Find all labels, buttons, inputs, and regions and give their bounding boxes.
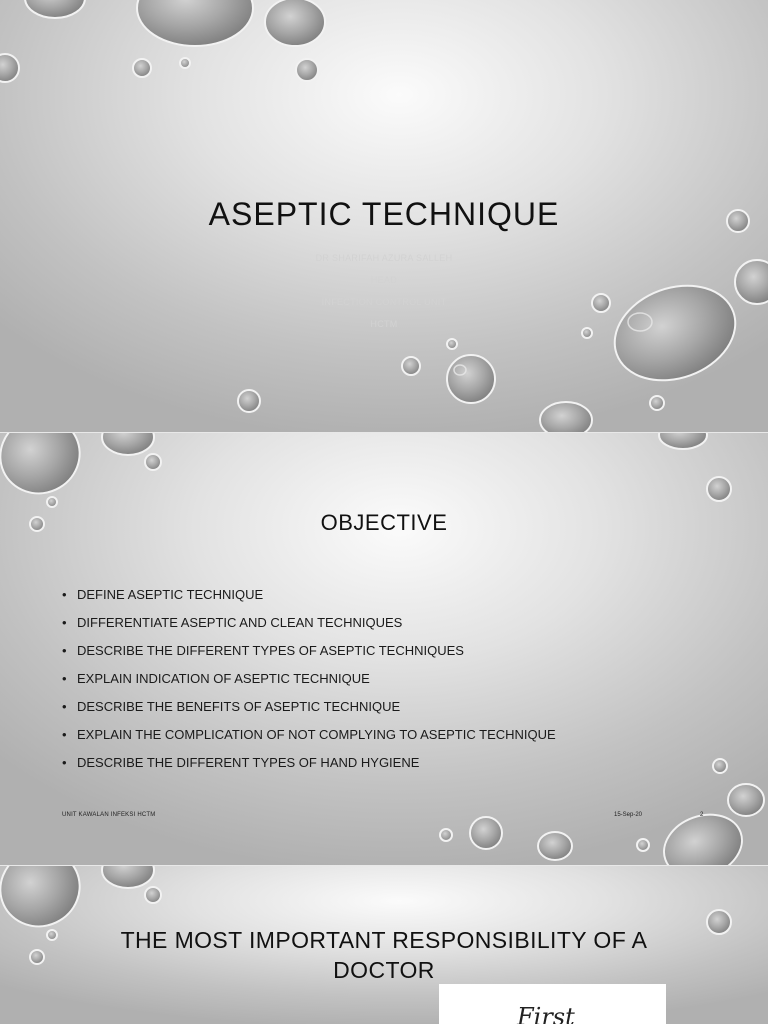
slide-footer-text: UNIT KAWALAN INFEKSI HCTM <box>62 812 156 818</box>
slide-footer-date: 15-Sep-20 <box>614 812 643 818</box>
slide-title <box>0 0 768 432</box>
slide-objective <box>0 432 768 865</box>
presentation-title: ASEPTIC TECHNIQUE <box>208 196 560 232</box>
image-caption-text: First <box>517 1003 575 1024</box>
presenter-info <box>0 247 768 335</box>
presenter-role: HEAD <box>370 275 398 285</box>
objective-list <box>62 585 556 781</box>
list-item: • DESCRIBE THE DIFFERENT TYPES OF HAND HYGIENE <box>62 753 556 781</box>
list-item: • EXPLAIN INDICATION OF ASEPTIC TECHNIQUE <box>62 669 556 697</box>
slide-page-number: 2 <box>700 812 704 818</box>
slide-heading <box>0 925 768 985</box>
slide-heading-line-2: DOCTOR <box>333 957 435 983</box>
slide-responsibility <box>0 865 768 1024</box>
list-item: • DESCRIBE THE BENEFITS OF ASEPTIC TECHNIQUE <box>62 697 556 725</box>
slide-heading-line-1: THE MOST IMPORTANT RESPONSIBILITY OF A <box>120 927 648 953</box>
presenter-unit: INFECTION CONTROL UNIT <box>321 297 447 307</box>
list-item: • DIFFERENTIATE ASEPTIC AND CLEAN TECHNIQUES <box>62 613 556 641</box>
list-item: • EXPLAIN THE COMPLICATION OF NOT COMPLYING TO ASEPTIC TECHNIQUE <box>62 725 556 753</box>
list-item: • DEFINE ASEPTIC TECHNIQUE <box>62 585 556 613</box>
presenter-name: DR SHARIFAH AZURA SALLEH <box>315 253 453 263</box>
embedded-image <box>439 984 666 1024</box>
slide-heading: OBJECTIVE <box>320 510 448 535</box>
presenter-institution: HCTM <box>370 319 398 329</box>
list-item: • DESCRIBE THE DIFFERENT TYPES OF ASEPTIC TECHNIQUES <box>62 641 556 669</box>
